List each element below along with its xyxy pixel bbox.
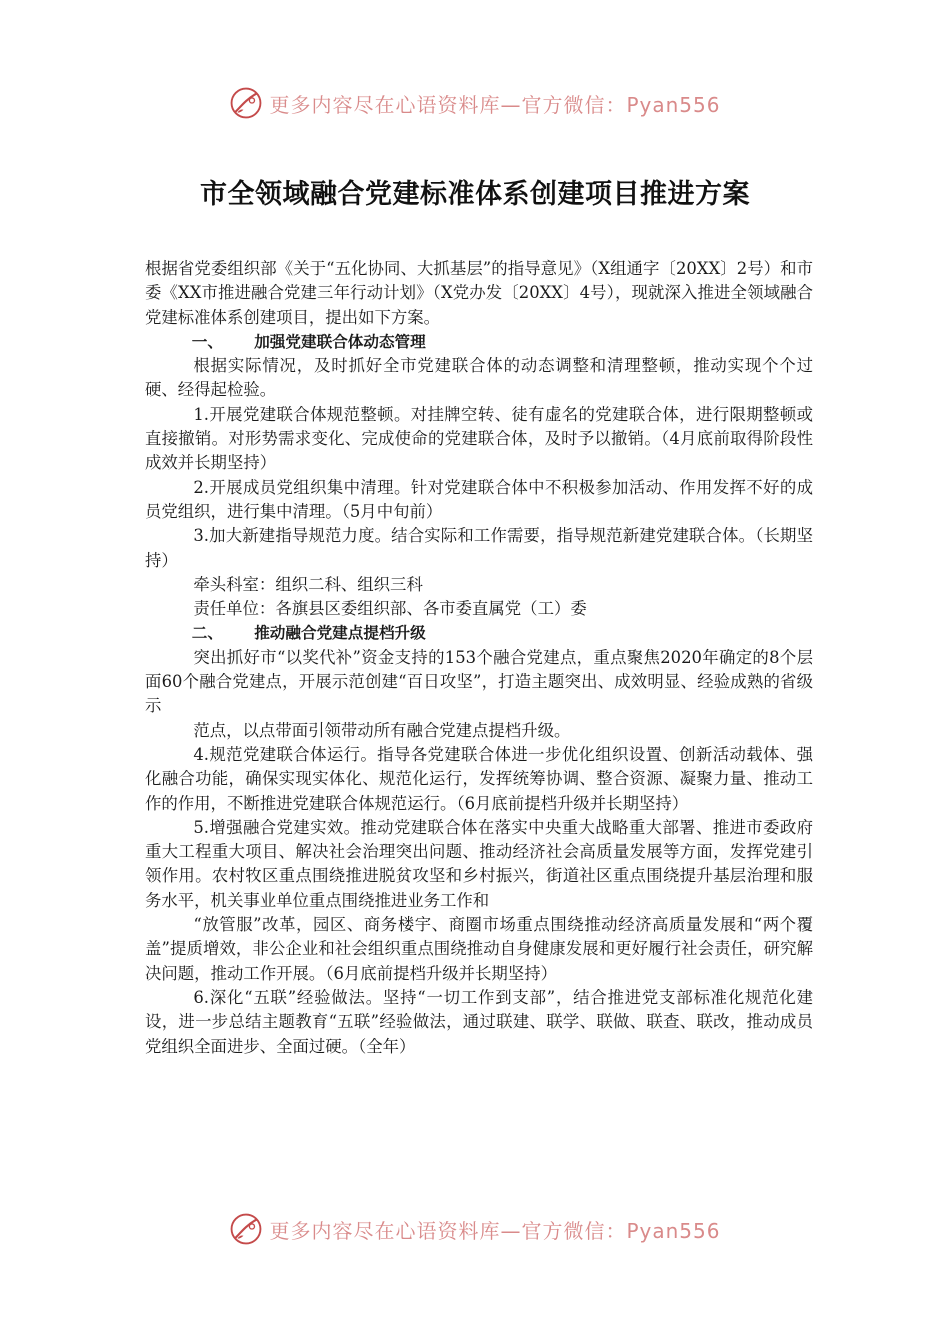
section-heading-1: [145, 330, 813, 354]
item-4: 4.规范党建联合体运行。指导各党建联合体进一步优化组织设置、创新活动载体、强化融合功能，确保实现实体化、规范化运行，发挥统筹协调、整合资源、凝聚力量、推动工作的作用，不断推进党建联合体规范运行。（6月底前提档升级并长期坚持）: [145, 744, 813, 813]
brush-logo-icon: [229, 86, 263, 120]
intro-paragraph: 根据省党委组织部《关于“五化协同、大抓基层”的指导意见》（X组通字〔20XX〕2号）和市委《XX市推进融合党建三年行动计划》（X党办发〔20XX〕4号），现就深入推进全领域融合党建标准体系创建项目，提出如下方案。: [145, 259, 813, 327]
footer-watermark: [0, 1207, 950, 1251]
section-title-2: 推动融合党建点提档升级: [254, 624, 426, 643]
document-body: [145, 257, 813, 1059]
section2-lead-part1: 突出抓好市“以奖代补”资金支持的153个融合党建点，重点聚焦2020年确定的8个层面60个融合党建点，开展示范创建“百日攻坚”，打造主题突出、成效明显、经验成熟的省级示: [145, 647, 813, 716]
section-title-1: 加强党建联合体动态管理: [254, 332, 426, 351]
brush-logo-icon: [229, 1212, 263, 1246]
item-1: 1.开展党建联合体规范整顿。对挂牌空转、徒有虚名的党建联合体，进行限期整顿或直接撤销。对形势需求变化、完成使命的党建联合体，及时予以撤销。（4月底前取得阶段性成效并长期坚持）: [145, 404, 813, 473]
item-3: 3.加大新建指导规范力度。结合实际和工作需要，指导规范新建党建联合体。（长期坚持）: [145, 526, 813, 570]
responsible-units: 责任单位：各旗县区委组织部、各市委直属党（工）委: [193, 599, 587, 619]
section-number-1: 一、: [191, 332, 223, 351]
section-number-2: 二、: [191, 624, 223, 643]
section2-lead-part2: 范点，以点带面引领带动所有融合党建点提档升级。: [193, 720, 571, 740]
header-watermark: [0, 81, 950, 125]
watermark-text: 更多内容尽在心语资料库—官方微信：Pyan556: [269, 1218, 721, 1243]
item-6: 6.深化“五联”经验做法。坚持“一切工作到支部”，结合推进党支部标准化规范化建设，进一步总结主题教育“五联”经验做法，通过联建、联学、联做、联查、联改，推动成员党组织全面进步、全面过硬。（全年）: [145, 987, 813, 1056]
section1-lead: 根据实际情况，及时抓好全市党建联合体的动态调整和清理整顿，推动实现个个过硬、经得起检验。: [145, 356, 813, 400]
item-5-part1: 5.增强融合党建实效。推动党建联合体在落实中央重大战略重大部署、推进市委政府重大工程重大项目、解决社会治理突出问题、推动经济社会高质量发展等方面，发挥党建引领作用。农村牧区重点围绕推进脱贫攻坚和乡村振兴，街道社区重点围绕提升基层治理和服务水平，机关事业单位重点围绕推进业务工作和: [145, 817, 813, 910]
item-5-part2: “放管服”改革，园区、商务楼宇、商圈市场重点围绕推动经济高质量发展和“两个覆盖”提质增效，非公企业和社会组织重点围绕推动自身健康发展和更好履行社会责任，研究解决问题，推动工作开展。（6月底前提档升级并长期坚持）: [145, 915, 813, 983]
item-2: 2.开展成员党组织集中清理。针对党建联合体中不积极参加活动、作用发挥不好的成员党组织，进行集中清理。（5月中旬前）: [145, 477, 813, 521]
lead-office: 牵头科室：组织二科、组织三科: [193, 574, 423, 594]
section-heading-2: [145, 621, 813, 645]
document-title: 市全领域融合党建标准体系创建项目推进方案: [200, 179, 750, 210]
watermark-text: 更多内容尽在心语资料库—官方微信：Pyan556: [269, 92, 721, 117]
